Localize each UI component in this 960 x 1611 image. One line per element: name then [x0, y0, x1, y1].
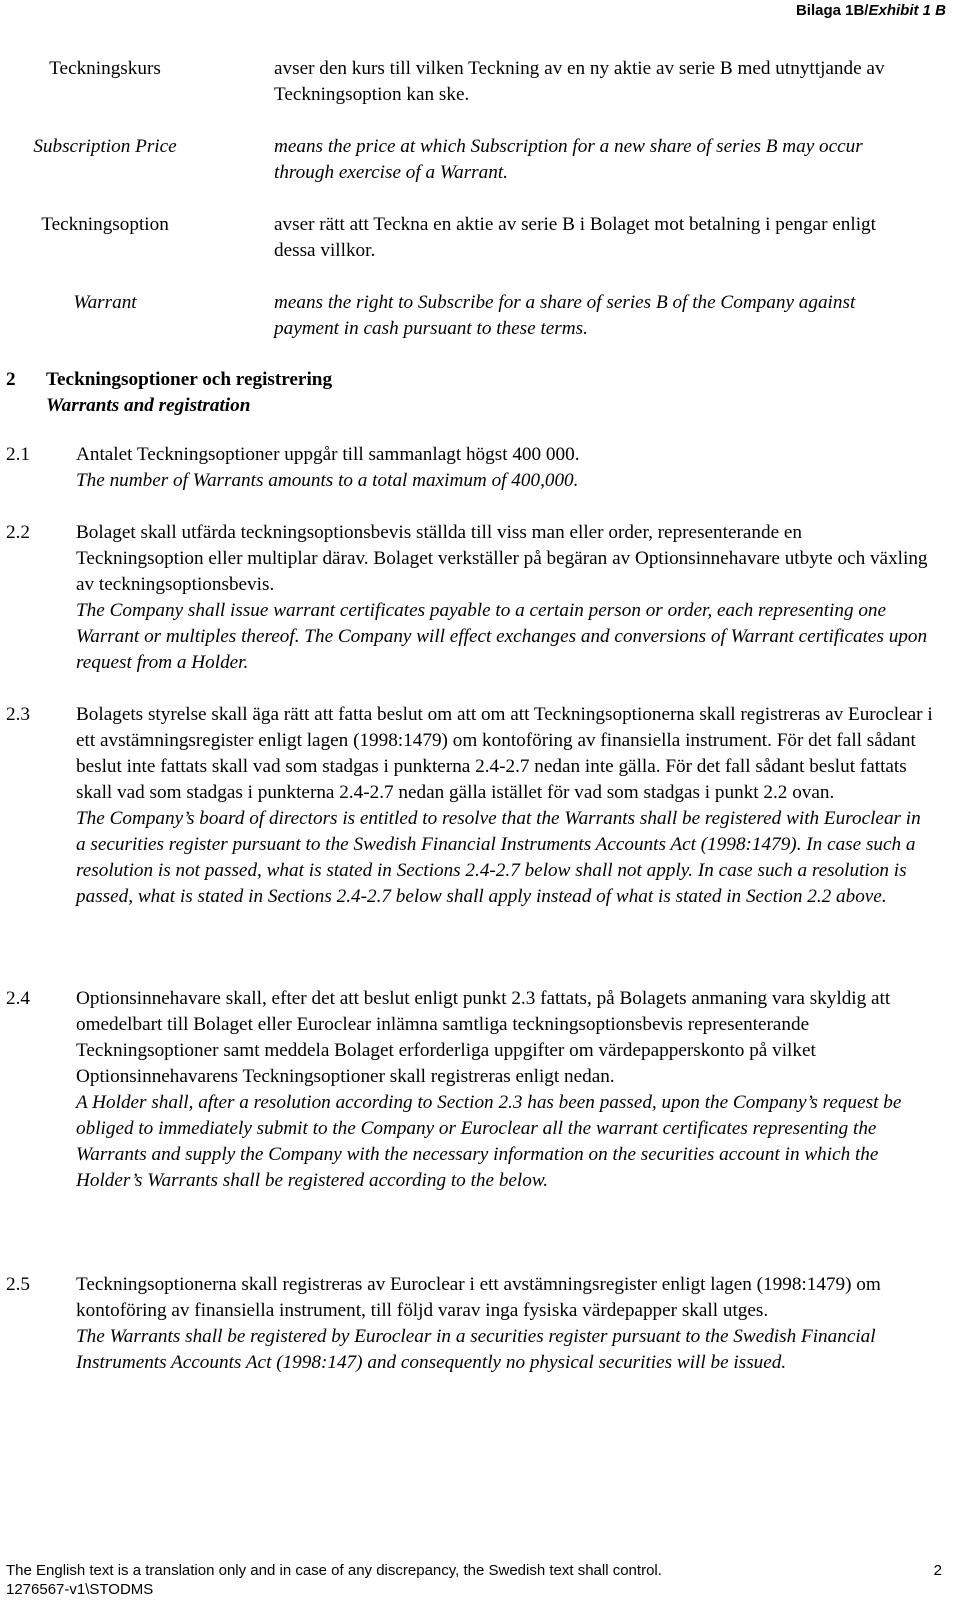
- clause-text-en: The Company’s board of directors is entitled to resolve that the Warrants shall be registered with Euroclear in a securities register pursuant to the Swedish Financial Instruments Accounts Act (1998:1479). In case such a resolution is not passed, what is stated in Sections 2.4-2.7 below shall not apply. In case such a resolution is passed, what is stated in Sections 2.4-2.7 below shall apply instead of what is stated in Section 2.2 above.: [76, 808, 921, 907]
- page-footer: [6, 1561, 942, 1599]
- clause-text-en: A Holder shall, after a resolution according to Section 2.3 has been passed, upon the Company’s request be obliged to immediately submit to the Company or Euroclear all the warrant certificates representing the Warrants and supply the Company with the necessary information on the securities account in which the Holder’s Warrants shall be registered according to the below.: [76, 1092, 902, 1191]
- exhibit-header-prefix: Bilaga 1B/: [795, 2, 869, 19]
- clause-number: 2.1: [6, 444, 30, 465]
- exhibit-header: [796, 0, 946, 22]
- clause-text-en: The number of Warrants amounts to a total maximum of 400,000.: [76, 470, 579, 491]
- document-reference: 1276567-v1\STODMS: [6, 1581, 154, 1598]
- footer-disclaimer: The English text is a translation only and in case of any discrepancy, the Swedish text shall control.: [6, 1562, 662, 1579]
- section-title-en: Warrants and registration: [46, 395, 251, 416]
- clause-number: 2.2: [6, 522, 30, 543]
- definition-term: Warrant: [73, 292, 137, 313]
- definition-term: Teckningskurs: [49, 58, 161, 79]
- clause-text-sv: Teckningsoptionerna skall registreras av Euroclear i ett avstämningsregister enligt lagen (1998:1479) om kontoföring av finansiella instrument, till följd varav inga fysiska värdepapper skall utges.: [76, 1274, 881, 1321]
- definition-text: means the price at which Subscription for a new share of series B may occur through exercise of a Warrant.: [274, 136, 863, 183]
- definition-term: Teckningsoption: [41, 214, 169, 235]
- clause-text-sv: Bolagets styrelse skall äga rätt att fatta beslut om att om att Teckningsoptionerna skall registreras av Euroclear i ett avstämningsregister enligt lagen (1998:1479) om kontoföring av finansiella instrument. För det fall sådant beslut inte fattats skall vad som stadgas i punkterna 2.4-2.7 nedan inte gälla. För det fall sådant beslut fattats skall vad som stadgas i punkterna 2.4-2.7 nedan gälla istället för vad som stadgas i punkt 2.2 ovan.: [76, 704, 933, 803]
- page-number: 2: [933, 1562, 942, 1579]
- clause-text-sv: Antalet Teckningsoptioner uppgår till sammanlagt högst 400 000.: [76, 444, 580, 465]
- clause-number: 2.3: [6, 704, 30, 725]
- clause-text-sv: Bolaget skall utfärda teckningsoptionsbevis ställda till viss man eller order, representerande en Teckningsoption eller multiplar därav. Bolaget verkställer på begäran av Optionsinnehavare utbyte och växling av teckningsoptionsbevis.: [76, 522, 928, 595]
- clause-number: 2.5: [6, 1274, 30, 1295]
- section-heading: [6, 367, 332, 419]
- definition-text: means the right to Subscribe for a share of series B of the Company against payment in cash pursuant to these terms.: [274, 292, 856, 339]
- clause-text-en: The Company shall issue warrant certificates payable to a certain person or order, each representing one Warrant or multiples thereof. The Company will effect exchanges and conversions of Warrant certificates upon request from a Holder.: [76, 600, 928, 673]
- clause-number: 2.4: [6, 988, 30, 1009]
- section-title-sv: Teckningsoptioner och registrering: [46, 369, 333, 390]
- definition-text: avser den kurs till vilken Teckning av en ny aktie av serie B med utnyttjande av Teckningsoption kan ske.: [274, 58, 885, 105]
- definition-text: avser rätt att Teckna en aktie av serie B i Bolaget mot betalning i pengar enligt dessa villkor.: [274, 214, 876, 261]
- exhibit-header-label: Exhibit 1 B: [868, 2, 946, 19]
- definition-term: Subscription Price: [33, 136, 177, 157]
- clause-text-sv: Optionsinnehavare skall, efter det att beslut enligt punkt 2.3 fattats, på Bolagets anmaning vara skyldig att omedelbart till Bolaget eller Euroclear inlämna samtliga teckningsoptionsbevis representerande Teckningsoptioner samt meddela Bolaget erforderliga uppgifter om värdepapperskonto på vilket Optionsinnehavarens Teckningsoptioner skall registreras enligt nedan.: [76, 988, 891, 1087]
- section-number: 2: [6, 369, 16, 390]
- clause-text-en: The Warrants shall be registered by Euroclear in a securities register pursuant to the Swedish Financial Instruments Accounts Act (1998:147) and consequently no physical securities will be issued.: [76, 1326, 876, 1373]
